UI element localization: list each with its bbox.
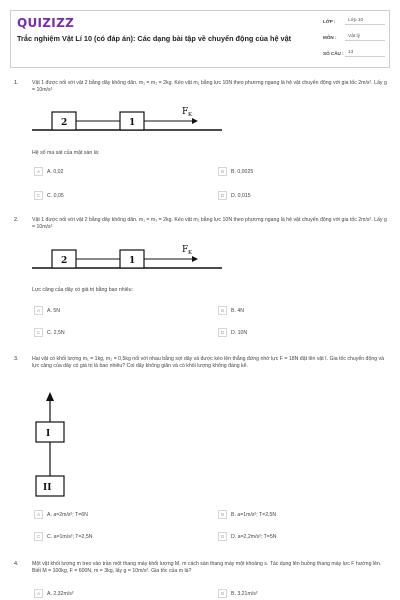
figure-2-blocks	[32, 242, 222, 272]
question-1-option-a[interactable]	[34, 167, 154, 176]
option-key: C	[34, 328, 43, 337]
block-I-label: I	[46, 429, 51, 439]
question-3-option-c[interactable]	[34, 532, 154, 541]
force-label: F	[182, 245, 189, 255]
option-text: D. 10N	[231, 330, 248, 336]
option-text: B. 4N	[231, 308, 244, 314]
force-label: F	[182, 107, 189, 117]
meta-count	[323, 47, 391, 61]
question-2-subtext: Lực căng của dây có giá trị bằng bao nhiêu:	[32, 287, 133, 293]
question-1-option-d[interactable]	[218, 191, 338, 200]
option-text: A. 2,32m/s²	[47, 591, 74, 597]
question-2-option-b[interactable]	[218, 306, 338, 315]
option-text: A. 0,02	[47, 169, 64, 175]
option-key: C	[34, 191, 43, 200]
option-text: C. 0,05	[47, 193, 64, 199]
option-key: A	[34, 589, 43, 598]
option-key: D	[218, 532, 227, 541]
question-2-number: 2.	[14, 217, 19, 223]
figure-1-blocks	[32, 104, 222, 134]
question-1-text: Vật 1 được nối với vật 2 bằng dây không dãn. m₁ = m₂ = 2kg. Kéo vật m₁ bằng lực 10N theo phương ngang là hệ vật chuyển động với gia tốc 2m/s². Lấy g = 10m/s²	[32, 80, 387, 94]
block-1-label: 1	[129, 118, 136, 128]
block-2-label: 2	[61, 256, 68, 266]
option-text: B. 0,0025	[231, 169, 254, 175]
option-key: B	[218, 167, 227, 176]
question-3-option-d[interactable]	[218, 532, 338, 541]
question-4-text: Một vật khối lượng m treo vào trần một thang máy khối lượng M, m cách sàn thang máy một khoảng s. Tác dụng lên buồng thang máy lực F hướng lên. Biết M = 100kg, F = 600N, m = 3kg, lấy g = 10m/s². Gia tốc của m là?	[32, 561, 382, 575]
question-2-option-d[interactable]	[218, 328, 338, 337]
document-title: Trắc nghiệm Vật Lí 10 (có đáp án): Các dạng bài tập về chuyển động của hệ vật	[17, 34, 292, 43]
question-2-option-c[interactable]	[34, 328, 154, 337]
option-key: B	[218, 306, 227, 315]
question-1-option-c[interactable]	[34, 191, 154, 200]
option-key: D	[218, 191, 227, 200]
question-4-number: 4.	[14, 561, 19, 567]
option-text: D. 0,015	[231, 193, 251, 199]
option-key: A	[34, 167, 43, 176]
block-1-label: 1	[129, 256, 136, 266]
question-4-option-a[interactable]	[34, 589, 154, 598]
option-key: A	[34, 306, 43, 315]
option-key: A	[34, 510, 43, 519]
meta-class-label: LỚP :	[323, 19, 336, 24]
option-text: D. a=2,2m/s²; T=5N	[231, 534, 277, 540]
option-key: D	[218, 328, 227, 337]
meta-count-label: SỐ CÂU :	[323, 51, 344, 56]
meta-count-value: 13	[345, 50, 385, 57]
question-4-option-b[interactable]	[218, 589, 338, 598]
question-2-option-a[interactable]	[34, 306, 154, 315]
question-3-text: Hai vật có khối lượng m₁ = 1kg, m₂ = 0,5kg nối với nhau bằng sợi dây và được kéo lên thẳng đứng nhờ lực F = 18N đặt lên vật I. Gia tốc chuyển động và lực căng của dây có giá trị là bao nhiêu? Coi dây không giãn và có khối lượng không đáng kể.	[32, 356, 385, 370]
question-1-option-b[interactable]	[218, 167, 338, 176]
option-key: B	[218, 589, 227, 598]
question-3-number: 3.	[14, 356, 19, 362]
option-text: C. 2,5N	[47, 330, 65, 336]
question-3-option-a[interactable]	[34, 510, 154, 519]
document-header	[10, 10, 390, 68]
quizizz-logo: QUIZIZZ	[17, 16, 75, 30]
figure-3-vertical-blocks	[30, 392, 70, 502]
option-text: A. 5N	[47, 308, 60, 314]
question-3-option-b[interactable]	[218, 510, 338, 519]
meta-class	[323, 15, 391, 29]
option-text: A. a=2m/s²; T=6N	[47, 512, 88, 518]
block-II-label: II	[43, 483, 52, 493]
option-key: B	[218, 510, 227, 519]
question-2-text: Vật 1 được nối với vật 2 bằng dây không dãn. m₁ = m₂ = 2kg. Kéo vật m₁ bằng lực 10N theo phương ngang là hệ vật chuyển động với gia tốc 2m/s². Lấy g = 10m/s²	[32, 217, 387, 231]
question-1-number: 1.	[14, 80, 19, 86]
meta-subject	[323, 31, 391, 45]
option-key: C	[34, 532, 43, 541]
meta-subject-value: Vật lý	[345, 34, 385, 41]
option-text: C. a=1m/s²; T=2,5N	[47, 534, 93, 540]
option-text: B. a=1m/s²; T=2,5N	[231, 512, 277, 518]
question-1-subtext: Hệ số ma sát của mặt sàn là:	[32, 150, 100, 156]
meta-subject-label: MÔN :	[323, 35, 337, 40]
force-subscript: K	[188, 112, 193, 118]
block-2-label: 2	[61, 118, 68, 128]
option-text: B. 3,21m/s²	[231, 591, 258, 597]
force-subscript: K	[188, 250, 193, 256]
meta-class-value: Lớp 10	[345, 18, 385, 25]
